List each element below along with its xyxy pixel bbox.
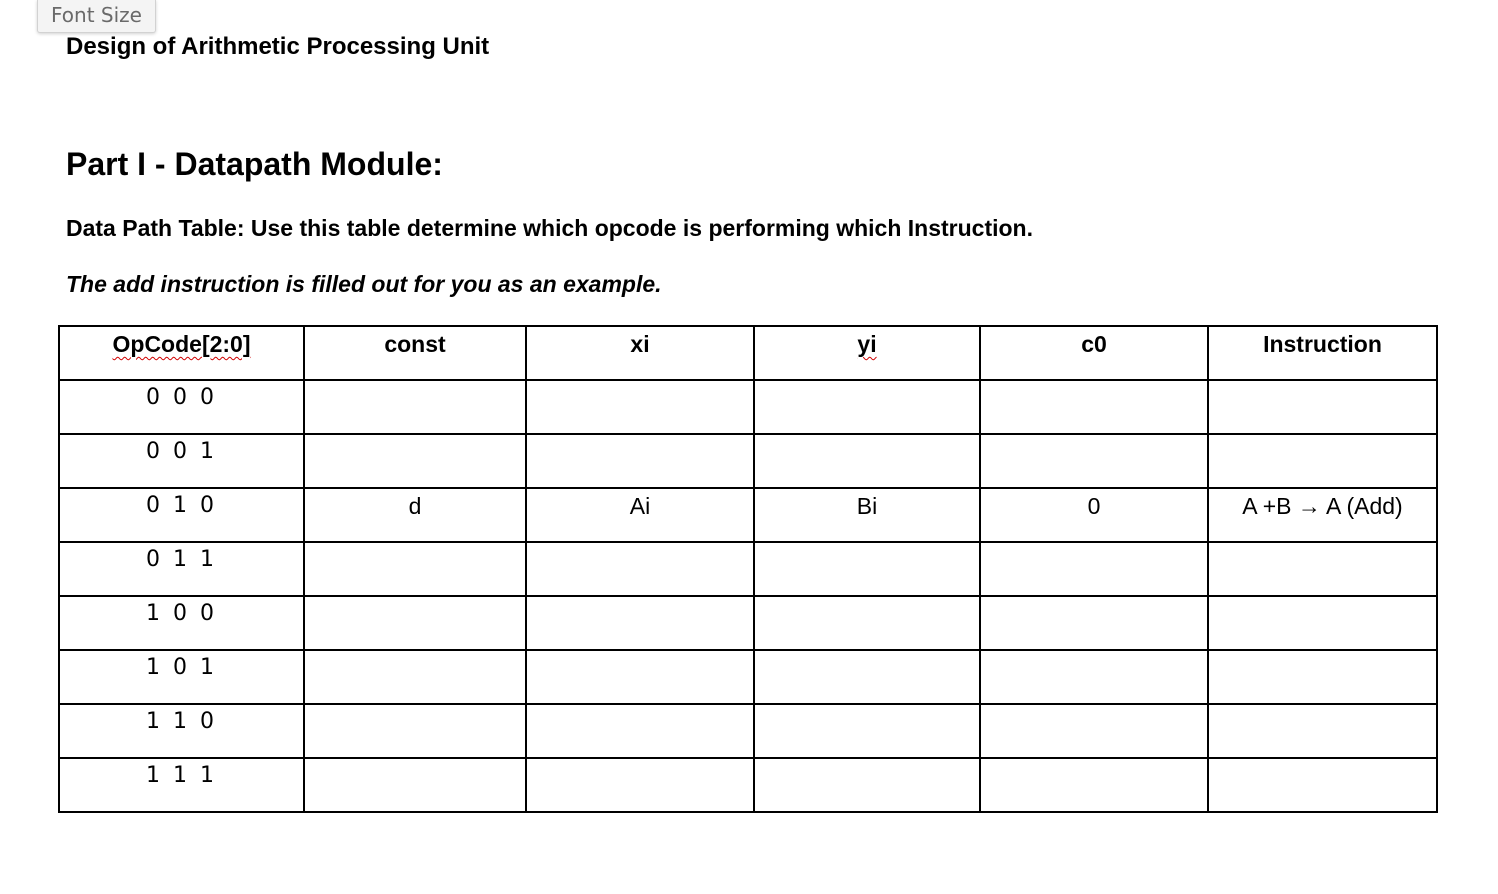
table-header-row — [59, 326, 1437, 380]
xi-cell[interactable] — [526, 758, 754, 812]
opcode-cell[interactable]: 1 0 0 — [59, 596, 304, 650]
c0-cell[interactable] — [980, 704, 1208, 758]
const-cell[interactable]: d — [304, 488, 526, 542]
const-cell[interactable] — [304, 704, 526, 758]
instruction-cell[interactable] — [1208, 704, 1437, 758]
c0-cell[interactable] — [980, 758, 1208, 812]
table-row — [59, 650, 1437, 704]
header-xi: xi — [526, 326, 754, 380]
table-row — [59, 596, 1437, 650]
instruction-cell[interactable] — [1208, 542, 1437, 596]
header-opcode — [59, 326, 304, 380]
const-cell[interactable] — [304, 434, 526, 488]
yi-cell[interactable] — [754, 542, 980, 596]
opcode-cell[interactable]: 1 0 1 — [59, 650, 304, 704]
table-row — [59, 758, 1437, 812]
opcode-cell[interactable]: 0 1 0 — [59, 488, 304, 542]
header-const: const — [304, 326, 526, 380]
const-cell[interactable] — [304, 650, 526, 704]
xi-cell[interactable] — [526, 704, 754, 758]
xi-cell[interactable] — [526, 596, 754, 650]
const-cell[interactable] — [304, 596, 526, 650]
yi-cell[interactable] — [754, 380, 980, 434]
table-row — [59, 434, 1437, 488]
xi-cell[interactable] — [526, 434, 754, 488]
table-row — [59, 488, 1437, 542]
xi-cell[interactable] — [526, 650, 754, 704]
xi-cell[interactable] — [526, 380, 754, 434]
opcode-cell[interactable]: 0 1 1 — [59, 542, 304, 596]
opcode-cell[interactable]: 0 0 1 — [59, 434, 304, 488]
instruction-cell[interactable] — [1208, 434, 1437, 488]
c0-cell[interactable] — [980, 650, 1208, 704]
c0-cell[interactable] — [980, 542, 1208, 596]
const-cell[interactable] — [304, 380, 526, 434]
const-cell[interactable] — [304, 542, 526, 596]
yi-cell[interactable] — [754, 434, 980, 488]
instruction-cell[interactable] — [1208, 758, 1437, 812]
table-row — [59, 542, 1437, 596]
yi-cell[interactable] — [754, 650, 980, 704]
const-cell[interactable] — [304, 758, 526, 812]
document-title: Design of Arithmetic Processing Unit — [66, 33, 490, 60]
yi-cell[interactable] — [754, 596, 980, 650]
c0-cell[interactable] — [980, 380, 1208, 434]
c0-cell[interactable] — [980, 434, 1208, 488]
datapath-table — [58, 325, 1438, 813]
yi-cell[interactable] — [754, 758, 980, 812]
opcode-cell[interactable]: 1 1 1 — [59, 758, 304, 812]
instruction-cell[interactable] — [1208, 380, 1437, 434]
table-row — [59, 704, 1437, 758]
instruction-cell[interactable] — [1208, 650, 1437, 704]
yi-cell[interactable] — [754, 704, 980, 758]
section-title: Part I - Datapath Module: — [66, 146, 443, 182]
c0-cell[interactable]: 0 — [980, 488, 1208, 542]
instruction-cell[interactable]: A +B → A (Add) — [1208, 488, 1437, 542]
table-instructions: Data Path Table: Use this table determine which opcode is performing which Instruction. — [66, 215, 1033, 241]
xi-cell[interactable] — [526, 542, 754, 596]
c0-cell[interactable] — [980, 596, 1208, 650]
header-yi-label: yi — [857, 331, 877, 357]
header-instruction: Instruction — [1208, 326, 1437, 380]
header-c0: c0 — [980, 326, 1208, 380]
opcode-cell[interactable]: 0 0 0 — [59, 380, 304, 434]
instruction-cell[interactable] — [1208, 596, 1437, 650]
table-row — [59, 380, 1437, 434]
font-size-tooltip: Font Size — [37, 0, 156, 33]
header-opcode-label: OpCode[2:0] — [112, 331, 251, 357]
example-note: The add instruction is filled out for you as an example. — [66, 271, 662, 297]
header-yi — [754, 326, 980, 380]
opcode-cell[interactable]: 1 1 0 — [59, 704, 304, 758]
yi-cell[interactable]: Bi — [754, 488, 980, 542]
xi-cell[interactable]: Ai — [526, 488, 754, 542]
